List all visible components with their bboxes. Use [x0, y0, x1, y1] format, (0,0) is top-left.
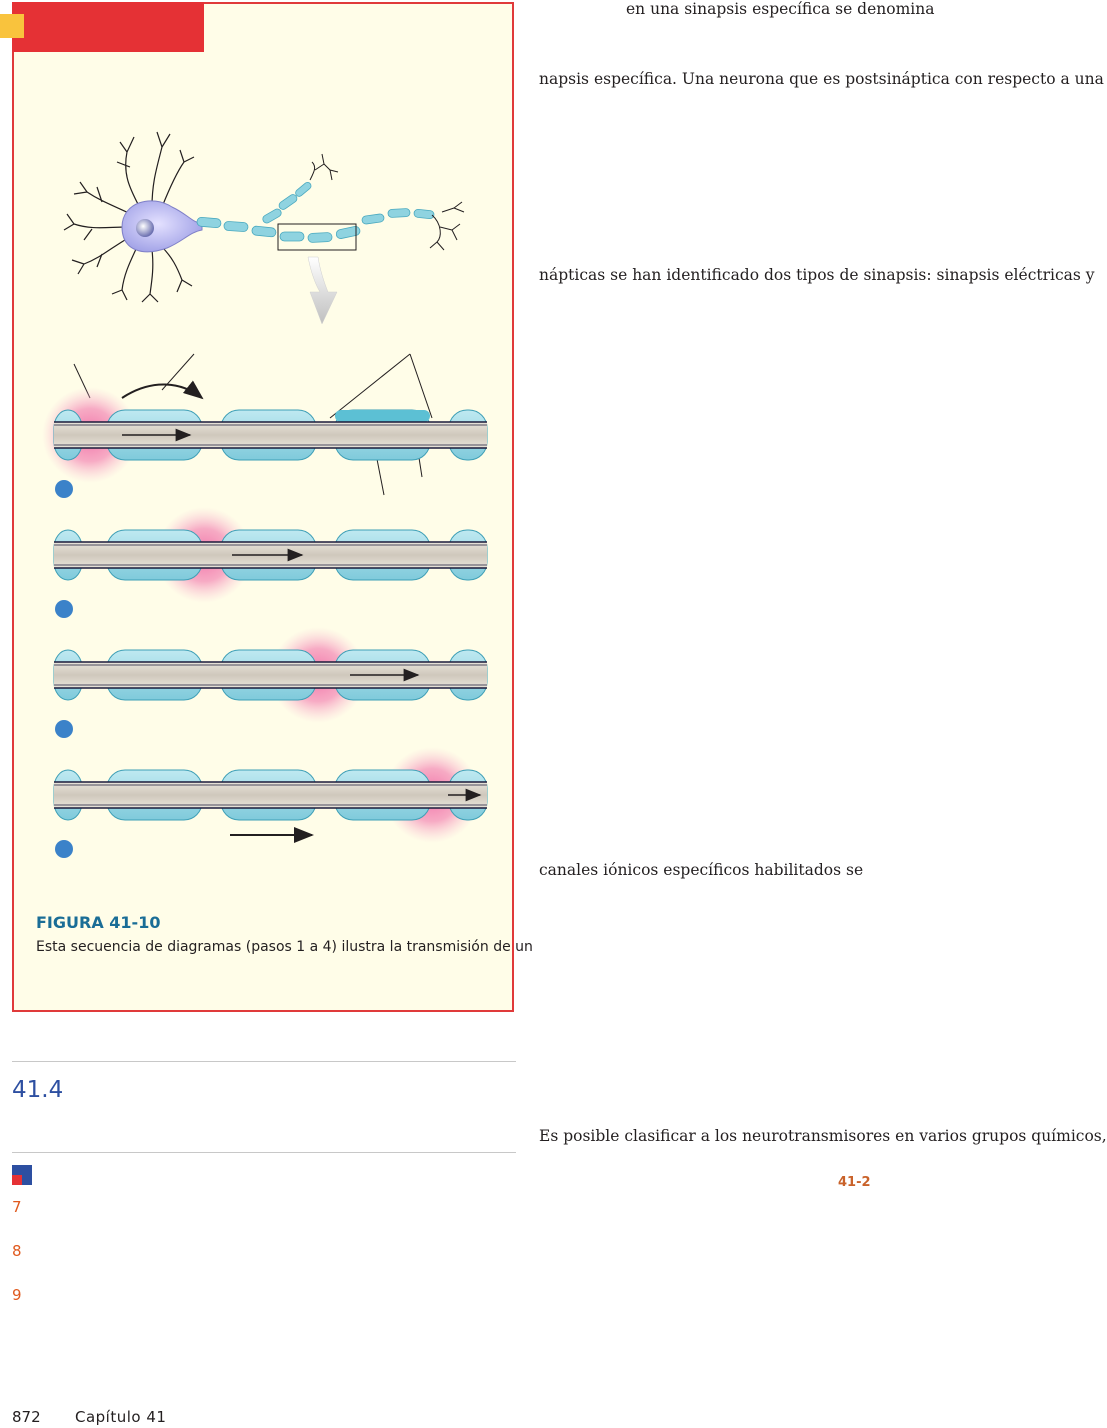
step-2-marker — [55, 600, 73, 618]
axon-core — [54, 662, 487, 688]
page-number: 872 — [12, 1408, 41, 1426]
axon-strip — [54, 747, 487, 858]
section-rule-bottom — [12, 1152, 516, 1153]
axon-strip — [54, 627, 487, 738]
objective-number: 8 — [12, 1242, 22, 1260]
step-3-marker — [55, 720, 73, 738]
section-number: 41.4 — [12, 1077, 64, 1103]
axon-core — [54, 782, 487, 808]
body-text-line-2: napsis específica. Una neurona que es postsináptica con respecto a una — [539, 70, 1104, 88]
chapter-label: Capítulo 41 — [75, 1408, 167, 1426]
step-4-marker — [55, 840, 73, 858]
myelin-highlight — [335, 410, 430, 422]
section-rule-top — [12, 1061, 516, 1062]
body-text-line-1: en una sinapsis específica se denomina — [626, 0, 935, 18]
step-1-marker — [55, 480, 73, 498]
figure-title: FIGURA 41-10 — [36, 913, 161, 932]
axon-strip — [42, 387, 487, 498]
objectives-icon-accent — [12, 1175, 22, 1185]
axon-core — [54, 422, 487, 448]
body-text-line-5: Es posible clasificar a los neurotransmisores en varios grupos químicos, — [539, 1127, 1107, 1145]
cross-reference[interactable]: 41-2 — [838, 1175, 871, 1190]
objective-number: 7 — [12, 1198, 22, 1216]
saltatory-conduction-figure — [12, 2, 514, 902]
objective-number: 9 — [12, 1286, 22, 1304]
figure-caption: Esta secuencia de diagramas (pasos 1 a 4) ilustra la transmisión de un — [36, 939, 533, 955]
neuron-overview — [64, 132, 464, 324]
axon-strip — [54, 507, 487, 618]
body-text-line-4: canales iónicos específicos habilitados se — [539, 861, 864, 879]
body-text-line-3: nápticas se han identificado dos tipos de sinapsis: sinapsis eléctricas y — [539, 266, 1095, 284]
